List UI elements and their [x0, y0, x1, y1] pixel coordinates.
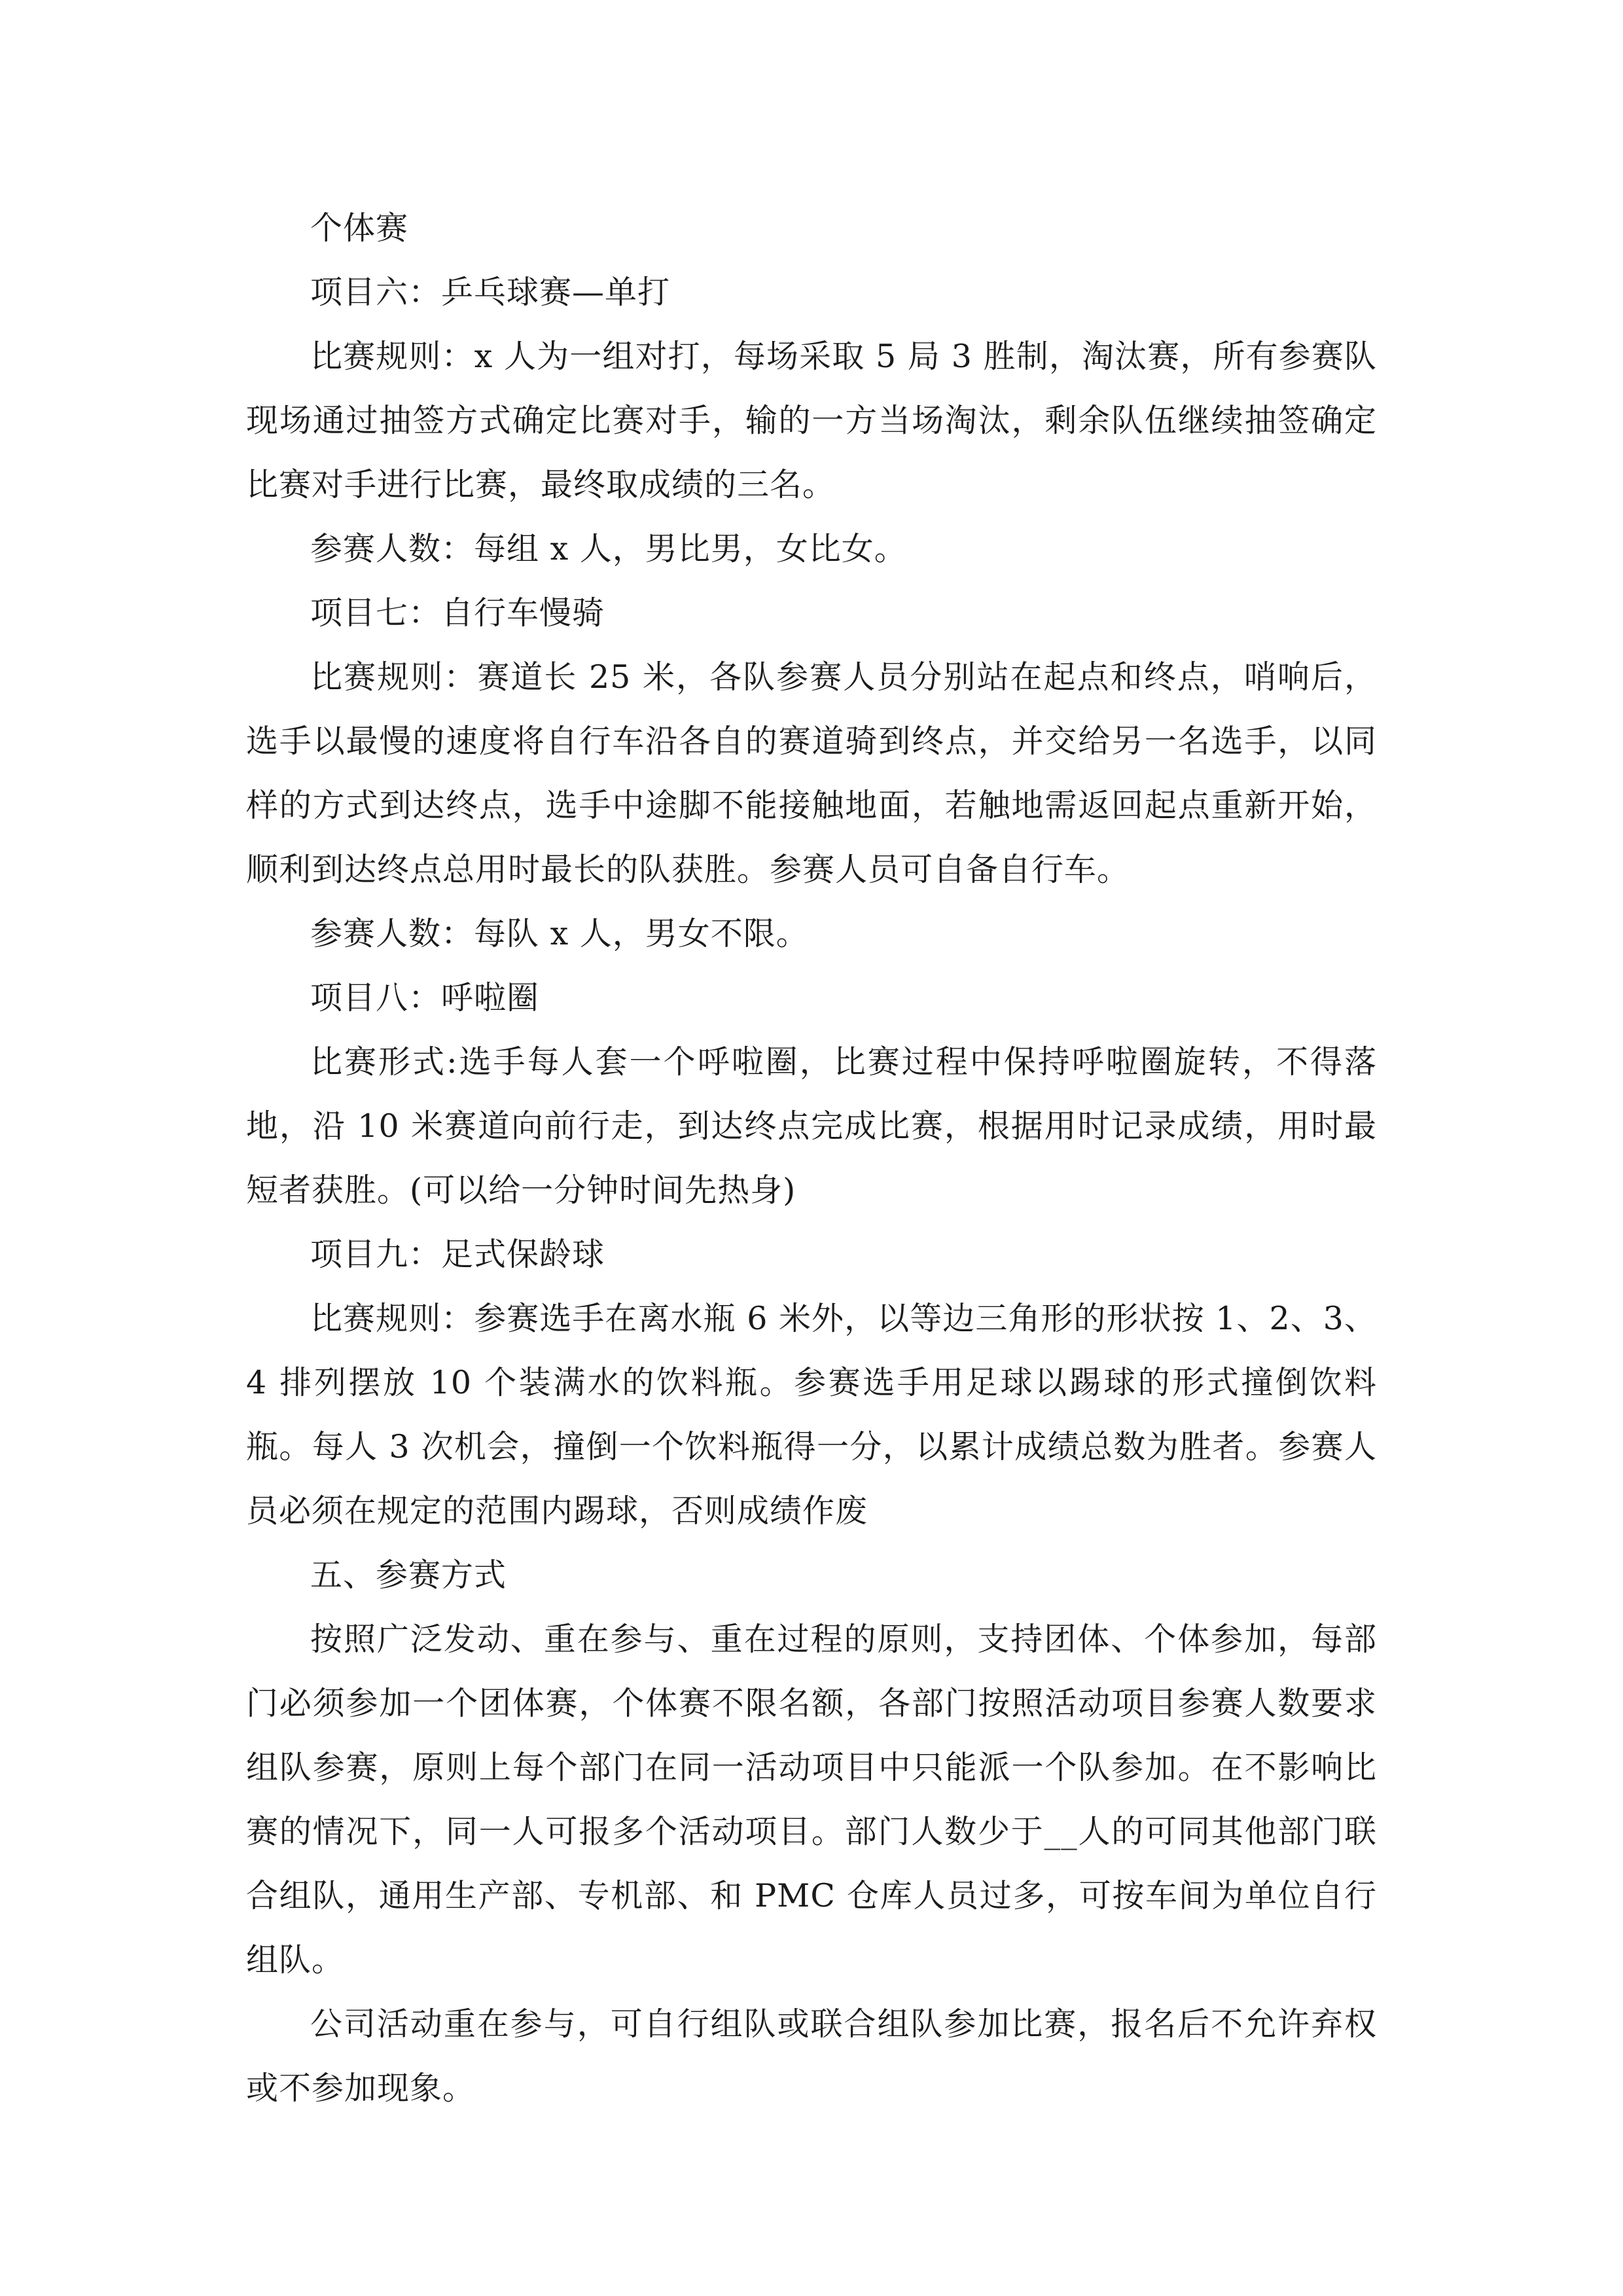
participation-method-paragraph: 按照广泛发动、重在参与、重在过程的原则，支持团体、个体参加，每部门必须参加一个团体赛，个体赛不限名额，各部门按照活动项目参赛人数要求组队参赛，原则上每个部门在同一活动项目中只能派一个队参加。在不影响比赛的情况下，同一人可报多个活动项目。部门人数少于__人的可同其他部门联合组队，通用生产部、专机部、和 PMC 仓库人员过多，可按车间为单位自行组队。 [246, 1621, 1377, 1979]
table-tennis-participants: 参赛人数：每组 x 人，男比男，女比女。 [310, 530, 907, 567]
foot-bowling-rules: 比赛规则：参赛选手在离水瓶 6 米外，以等边三角形的形状按 1、2、3、4 排列摆放 10 个装满水的饮料瓶。参赛选手用足球以踢球的形式撞倒饮料瓶。每人 3 次机会，撞倒一个饮料瓶得一分，以累计成绩总数为胜者。参赛人员必须在规定的范围内踢球，否则成绩作废 [246, 1300, 1377, 1530]
item-heading-hula-hoop: 项目八：呼啦圈 [310, 979, 540, 1016]
participation-note-paragraph: 公司活动重在参与，可自行组队或联合组队参加比赛，报名后不允许弃权或不参加现象。 [246, 2005, 1377, 2107]
item-heading-slow-cycling: 项目七：自行车慢骑 [310, 594, 605, 632]
section-heading-individual: 个体赛 [310, 209, 409, 247]
table-tennis-rules: 比赛规则：x 人为一组对打，每场采取 5 局 3 胜制，淘汰赛，所有参赛队现场通过抽签方式确定比赛对手，输的一方当场淘汰，剩余队伍继续抽签确定比赛对手进行比赛，最终取成绩的三名。 [246, 338, 1377, 503]
slow-cycling-rules: 比赛规则：赛道长 25 米，各队参赛人员分别站在起点和终点，哨响后，选手以最慢的速度将自行车沿各自的赛道骑到终点，并交给另一名选手，以同样的方式到达终点，选手中途脚不能接触地面，若触地需返回起点重新开始，顺利到达终点总用时最长的队获胜。参赛人员可自备自行车。 [246, 658, 1377, 888]
hula-hoop-format: 比赛形式:选手每人套一个呼啦圈，比赛过程中保持呼啦圈旋转，不得落地，沿 10 米赛道向前行走，到达终点完成比赛，根据用时记录成绩，用时最短者获胜。(可以给一分钟时间先热身) [246, 1043, 1377, 1209]
item-heading-foot-bowling: 项目九：足式保龄球 [310, 1236, 605, 1273]
section-heading-participation-method: 五、参赛方式 [310, 1556, 507, 1594]
slow-cycling-participants: 参赛人数：每队 x 人，男女不限。 [310, 915, 809, 952]
document-body [246, 196, 1377, 2121]
item-heading-table-tennis: 项目六：乒乓球赛—单打 [310, 274, 671, 311]
